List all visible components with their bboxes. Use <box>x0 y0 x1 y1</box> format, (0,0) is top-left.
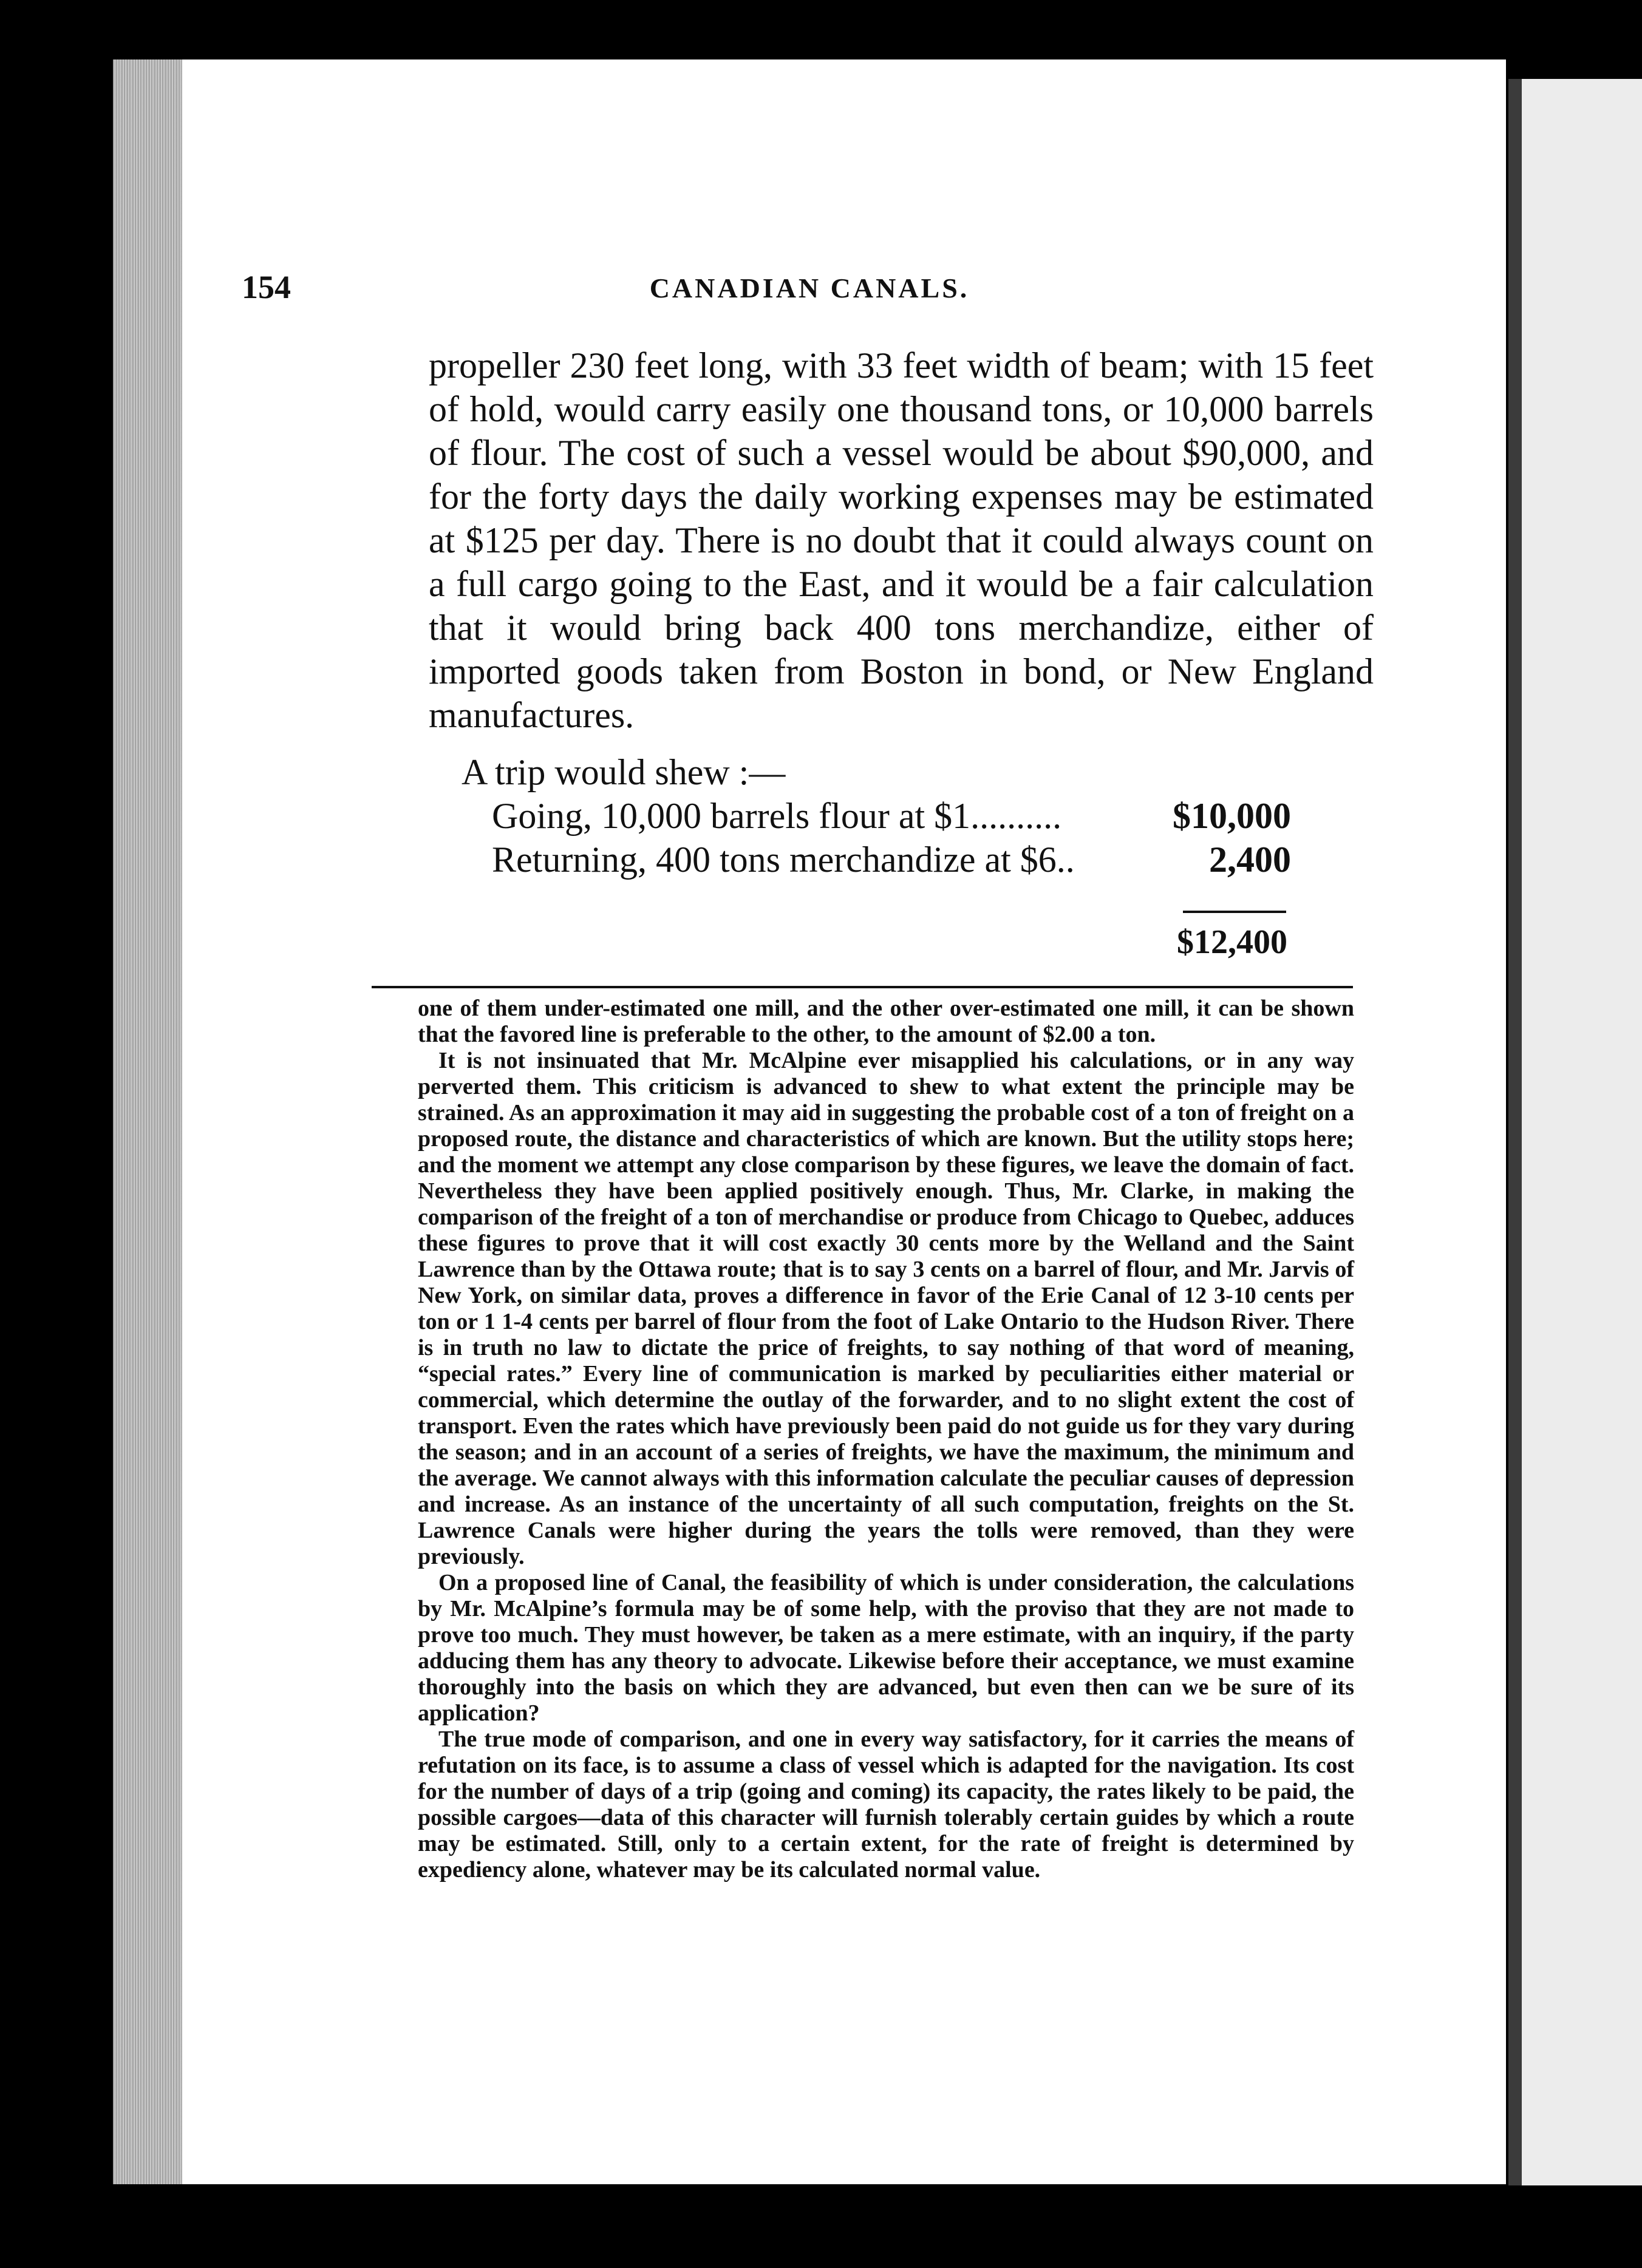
calc-amount: $10,000 <box>1173 796 1291 836</box>
footnote <box>418 996 1354 1883</box>
footnote-paragraph: The true mode of comparison, and one in every way satisfactory, for it carries the means of refutation on its face, is to assume a class of vessel which is adapted for the navigation. Its cost for the number of days of a trip (going and coming) its capacity, the rates likely to be paid, the possible cargoes—data of this character will furnish tolerably certain guides by which a route may be estimated. Still, only to a certain extent, for the rate of freight is determined by expediency alone, whatever may be its calculated normal value. <box>418 1726 1354 1883</box>
book-page-edge <box>113 59 191 2184</box>
body-text <box>429 344 1374 737</box>
calc-row-going <box>492 794 1291 838</box>
facing-page <box>1508 79 1642 2185</box>
footnote-paragraph: It is not insinuated that Mr. McAlpine ever misapplied his calculations, or in any way perverted them. This criticism is advanced to shew to what extent the principle may be strained. As an approximation it may aid in suggesting the probable cost of a ton of freight on a proposed route, the distance and characteristics of which are known. But the utility stops here; and the moment we attempt any close comparison by these figures, we leave the domain of fact. Nevertheless they have been applied positively enough. Thus, Mr. Clarke, in making the comparison of the freight of a ton of merchandise or produce from Chicago to Quebec, adduces these figures to prove that it will cost exactly 30 cents more by the Welland and the Saint Lawrence than by the Ottawa route; that is to say 3 cents on a barrel of flour, and Mr. Jarvis of New York, on similar data, proves a difference in favor of the Erie Canal of 12 3-10 cents per ton or 1 1-4 cents per barrel of flour from the foot of Lake Ontario to the Hudson River. There is in truth no law to dictate the price of freights, to say nothing of that word of meaning, “special rates.” Every line of communication is marked by peculiarities either material or commercial, which determine the outlay of the forwarder, and to no slight extent the cost of transport. Even the rates which have previously been paid do not guide us for they vary during the season; and in an account of a series of freights, we have the maximum, the minimum and the average. We cannot always with this information calculate the peculiar causes of depression and increase. As an instance of the uncertainty of all such computation, freights on the St. Lawrence Canals were higher during the years the tolls were removed, than they were previously. <box>418 1048 1354 1569</box>
trip-calculation <box>492 794 1291 881</box>
footnote-paragraph: one of them under-estimated one mill, and the other over-estimated one mill, it can be shown that the favored line is preferable to the other, to the amount of $2.00 a ton. <box>418 996 1354 1047</box>
footnote-paragraph: On a proposed line of Canal, the feasibility of which is under consideration, the calculations by Mr. McAlpine’s formula may be of some help, with the proviso that they are not made to prove too much. They must however, be taken as a mere estimate, with an inquiry, if the party adducing them has any theory to advocate. Likewise before their acceptance, we must examine thoroughly into the basis on which they are advanced, but even then can we be sure of its application? <box>418 1570 1354 1726</box>
calc-row-returning <box>492 838 1291 881</box>
body-paragraph: propeller 230 feet long, with 33 feet width of beam; with 15 feet of hold, would carry easily one thousand tons, or 10,000 barrels of flour. The cost of such a vessel would be about $90,000, and for the forty days the daily working expenses may be estimated at $125 per day. There is no doubt that it could always count on a full cargo going to the East, and it would be a fair calculation that it would bring back 400 tons merchandize, either of imported goods taken from Boston in bond, or New England manufactures. <box>429 345 1374 735</box>
calc-label: Returning, 400 tons merchandize at $6.. <box>492 840 1075 880</box>
calc-total: $12,400 <box>1177 923 1287 961</box>
sum-rule <box>1183 911 1286 913</box>
page-number: 154 <box>242 269 291 305</box>
calc-label: Going, 10,000 barrels flour at $1.......... <box>492 796 1062 836</box>
footnote-divider <box>372 986 1353 988</box>
trip-intro: A trip would shew :— <box>462 752 786 792</box>
page-header <box>242 268 1377 311</box>
running-title: CANADIAN CANALS. <box>649 273 970 304</box>
calc-amount: 2,400 <box>1209 840 1291 880</box>
